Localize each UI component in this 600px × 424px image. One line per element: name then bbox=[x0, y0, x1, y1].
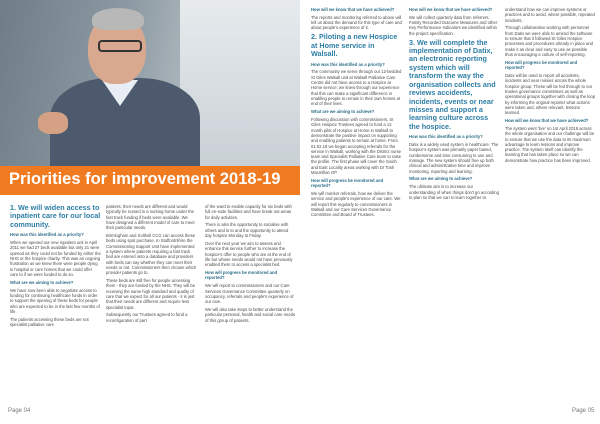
body-paragraph: Birmingham and Solihull CCG can access these beds using spot purchase. In Stafford/shire the Commissioning Support Unit have implemented a system where patients requiring a fast track bed are entered onto a database and providers with beds can say whether they can meet their needs or not. Commissioners then choose which provider patients go to. bbox=[106, 233, 197, 276]
portrait-photo bbox=[0, 0, 300, 166]
question-heading: How will we know that we have achieved? bbox=[409, 7, 493, 12]
body-paragraph: The ultimate aim is to increase our understanding of when things don't go according to plan so that we can to learn together to bbox=[409, 184, 499, 200]
question-heading: How will progress be monitored and reported? bbox=[311, 177, 384, 189]
body-paragraph: We will collect quarterly data from referrers, Family Recorded Outcome Measures and other Key Performance Indicators we identified within the project specification. bbox=[409, 14, 498, 36]
question-heading: What are we aiming to achieve? bbox=[311, 109, 375, 115]
text-column-1 bbox=[10, 204, 101, 330]
body-paragraph: These beds are still free for people accessing them - they are funded by the NHS. They will be receiving the same high standard and quality of care that we expect for all our patients - it is just that their needs are different and require less specialist input. bbox=[106, 278, 196, 310]
body-paragraph: We will monitor referrals, how we deliver the service and people's experience of our care. We will report this regularly to commissioners in Walsall and our Care Services Governance Committee and Board of Trustees. bbox=[311, 191, 401, 218]
body-paragraph: We have now been able to negotiate access to funding for continuing healthcare funds in order to support the opening of these beds for people who are expected to be in the last few months of life. bbox=[10, 287, 100, 314]
banner-title: Priorities for improvement 2018-19 bbox=[9, 170, 281, 188]
question-heading: How will progress be monitored and reported? bbox=[205, 270, 278, 281]
body-paragraph: The system went 'live' on 1st April 2018 across the whole organisation and our challenge will be to ensure that we use the data to its maximum advantage to learn lessons and improve practice. The system itself can identify the learning that has taken place so we can demonstrate how practice has been improved. bbox=[505, 125, 595, 163]
text-column-2 bbox=[106, 204, 197, 326]
body-paragraph: Datix will be used to report all accidents, incidents and near misses across the whole hospice group. These will be fed through to our trustee governance committees as well as operational groups together with closing the loop by informing the original reporter what actions were taken and, where relevant, lessons learned. bbox=[505, 73, 596, 116]
section-heading: 3. We will complete the implementation of Datix, an electronic reporting system which will transform the way the organisation collects and reviews accidents, incidents, events or near misses and support a learning culture across the hospice. bbox=[409, 37, 496, 131]
text-column-6 bbox=[505, 7, 596, 166]
question-heading: How will we know that we have achieved? bbox=[311, 7, 395, 12]
priorities-banner bbox=[0, 166, 300, 195]
body-paragraph: We will report to commissioners and our Care Services Governance Committee quarterly on occupancy, referrals and people's experience of our care. bbox=[205, 283, 294, 305]
question-heading: How will progress be monitored and reported? bbox=[505, 59, 578, 71]
body-paragraph: Datix is a widely used system in healthcare. The hospice's system was primarily paper based, cumbersome and time consuming to use and manage. The new system should free up both clinical and administrative time and improve monitoring, reporting and learning. bbox=[409, 142, 499, 174]
text-column-4 bbox=[311, 7, 402, 220]
text-column-5 bbox=[409, 7, 500, 203]
body-paragraph: The reports and monitoring referred to above will tell us about the demand for this type of care and about people's experience of it. bbox=[311, 14, 402, 31]
body-paragraph: understand how we can improve systems or practices and to avoid, where possible, repeated incidents. bbox=[505, 7, 595, 23]
question-heading: How will we know that we have achieved? bbox=[505, 118, 589, 124]
body-paragraph: There is also the opportunity to socialise with others and in to and the opportunity to attend day hospice Monday to Friday. bbox=[205, 222, 289, 239]
question-heading: How was this identified as a priority? bbox=[10, 232, 84, 238]
question-heading: How was this identified as a priority? bbox=[409, 134, 483, 140]
body-paragraph: Following discussion with commissioners, St Giles Hospice Trustees agreed to fund a 12 month pilot of Hospice at Home in Walsall to demonstrate the positive impact on supporting and enabling patients to remain at home. From 01.02.18 we began accepting referrals for the service in Walsall, working with the District nurse team and Specialist Palliative Care team to raise the profile. The first phase will cover the South and East Locality areas working with Dr Tosh Macmillan GP. bbox=[311, 117, 402, 176]
body-paragraph: Over the next year we aim to assess and enhance this service further to increase the hospice's offer to people who are at the end of life but whose needs would not have previously enabled them to access a specialist bed. bbox=[205, 240, 293, 268]
text-column-3 bbox=[205, 204, 296, 326]
body-paragraph: of the ward to enable capacity for six beds with full en-suite facilities and have break out areas for daily activities. bbox=[205, 204, 292, 220]
body-paragraph: When we opened our new inpatient unit in April 2011 we had 27 beds available but only 21 were opened as they could not be funded by either the NHS or the hospice charity. This was an ongoing frustration as we knew there were people dying in hospital or care homes that we could offer care to if we were funded to do so. bbox=[10, 240, 101, 277]
question-heading: What are we aiming to achieve? bbox=[10, 279, 74, 285]
question-heading: How was this identified as a priority? bbox=[311, 61, 385, 67]
page-number-left: Page 04 bbox=[8, 408, 31, 414]
body-paragraph: The patients accessing these beds are not specialist palliative care bbox=[10, 316, 89, 328]
question-heading: What are we aiming to achieve? bbox=[409, 176, 473, 182]
body-paragraph: Through collaborative working with personnel from Datix we were able to amend the software to ensure that it followed St Giles Hospice processes and procedures already in place and make it as clear and easy to use as possible thus encouraging a culture of self-reporting. bbox=[505, 25, 593, 57]
body-paragraph: We will also take steps to better understand the particular personal, health and social care needs of this group of patients. bbox=[205, 307, 296, 323]
section-heading: 2. Piloting a new Hospice at Home service in Walsall. bbox=[311, 32, 398, 59]
body-paragraph: patients, their needs are different and would typically be nursed in a nursing home under the fast track funding if beds were available. We have designed a different model of care to meet their particular needs. bbox=[106, 204, 195, 231]
page-number-right: Page 05 bbox=[572, 408, 595, 414]
section-heading: 1. We will widen access to inpatient care for our local community. bbox=[10, 203, 101, 229]
body-paragraph: Subsequently our Trustees agreed to fund a reconfiguration of part bbox=[106, 312, 188, 323]
body-paragraph: The community we serve through our 12-bedded St Giles Walsall unit at Walsall Palliative Care Centre did not have access to a Hospice at Home service; we knew through our experience that this can make a significant difference in enabling people to remain in their own homes at end of their lives. bbox=[311, 69, 402, 107]
